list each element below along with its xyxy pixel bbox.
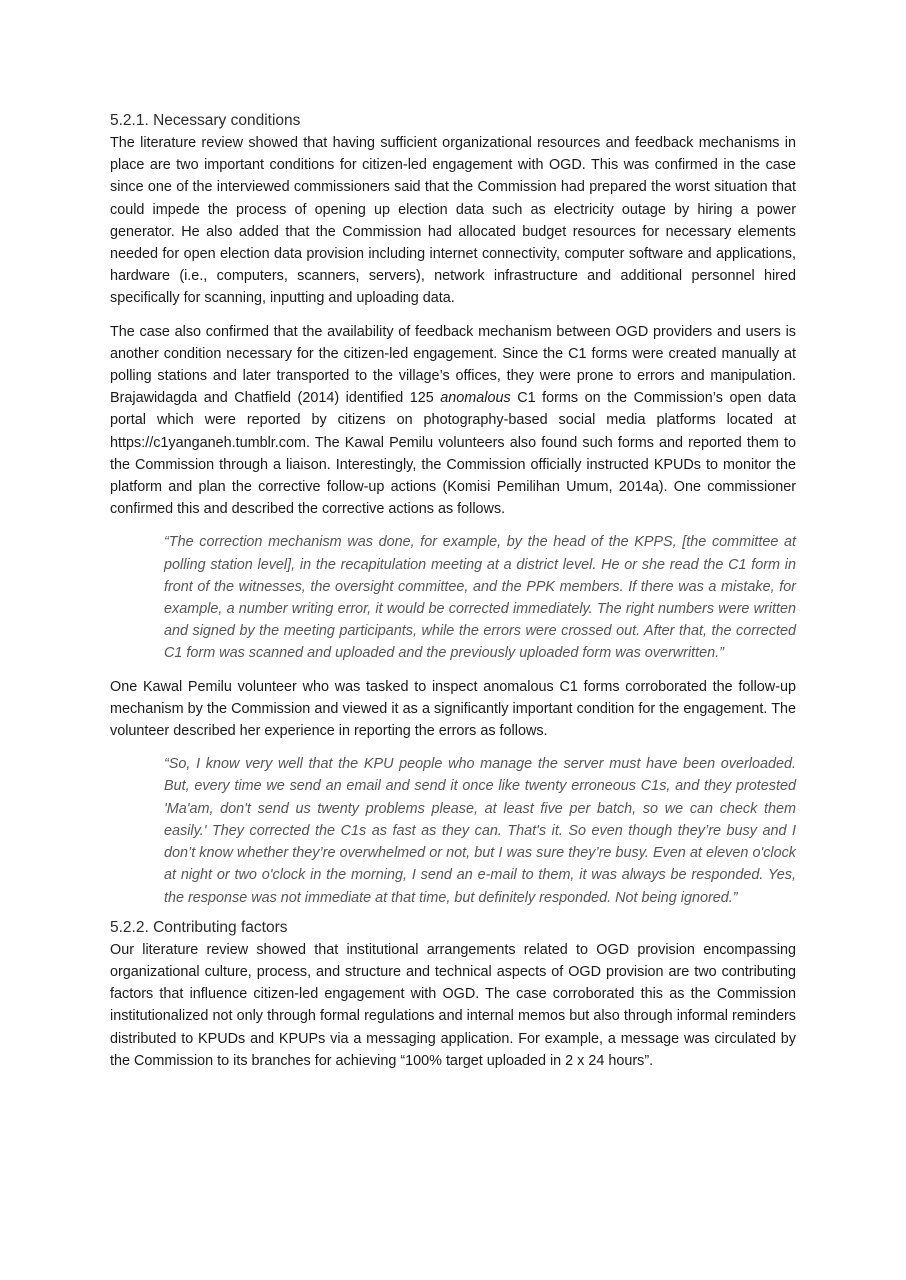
paragraph-institutional-arrangements: Our literature review showed that institutional arrangements related to OGD provision encompassing organizational culture, process, and structure and technical aspects of OGD provision are two contributing factors that influence citizen-led engagement with OGD. The case corroborated this as the Commission institutionalized not only through formal regulations and internal memos but also through informal reminders distributed to KPUDs and KPUPs via a messaging application. For example, a message was circulated by the Commission to its branches for achieving “100% target uploaded in 2 x 24 hours”. (110, 941, 796, 1069)
emphasis-anomalous: anomalous (440, 390, 511, 407)
paragraph-feedback-mechanism (110, 321, 796, 521)
quote-volunteer: “So, I know very well that the KPU people who manage the server must have been overloaded. But, every time we send an email and send it once like twenty erroneous C1s, and they protested 'Ma'am, don't send us twenty problems please, at least five per batch, so we can check them easily.' They corrected the C1s as fast as they can. That's it. So even though they’re busy and I don’t know whether they’re overwhelmed or not, but I was sure they’re busy. Even at eleven o'clock at night or two o'clock in the morning, I send an e-mail to them, it was always be responded. Yes, the response was not immediate at that time, but definitely responded. Not being ignored.” (164, 756, 796, 906)
page-content (110, 110, 796, 1072)
paragraph-text: The case also confirmed that the availability of feedback mechanism between OGD providers and users is another condition necessary for the citizen-led engagement. Since the C1 forms were created manually at polling stations and later transported to the village’s offices, they were prone to errors and manipulation. Brajawidagda and Chatfield (2014) identified 125 (110, 323, 796, 407)
section-heading-necessary-conditions: 5.2.1. Necessary conditions (110, 112, 301, 129)
paragraph-organizational-resources: The literature review showed that having sufficient organizational resources and feedback mechanisms in place are two important conditions for citizen-led engagement with OGD. This was confirmed in the case since one of the interviewed commissioners said that the Commission had prepared the worst situation that could impede the process of opening up election data such as electricity outage by hiring a power generator. He also added that the Commission had allocated budget resources for necessary elements needed for open election data provision including internet connectivity, computer software and applications, hardware (i.e., computers, scanners, servers), network infrastructure and additional personnel hired specifically for scanning, inputting and uploading data. (110, 135, 796, 307)
paragraph-volunteer-corroboration: One Kawal Pemilu volunteer who was tasked to inspect anomalous C1 forms corroborated the follow-up mechanism by the Commission and viewed it as a significantly important condition for the engagement. The volunteer described her experience in reporting the errors as follows. (110, 678, 796, 740)
section-heading-contributing-factors: 5.2.2. Contributing factors (110, 918, 288, 936)
paragraph-text: C1 forms on the Commission’s open data portal which were reported by citizens on photography-based social media platforms located at https://c1yanganeh.tumblr.com. The Kawal Pemilu volunteers also found such forms and reported them to the Commission through a liaison. Interestingly, the Commission officially instructed KPUDs to monitor the platform and plan the corrective follow-up actions (Komisi Pemilihan Umum, 2014a). One commissioner confirmed this and described the corrective actions as follows. (110, 390, 796, 518)
quote-commissioner: “The correction mechanism was done, for example, by the head of the KPPS, [the committee at polling station level], in the recapitulation meeting at a district level. He or she read the C1 form in front of the witnesses, the oversight committee, and the PPK members. If there was a mistake, for example, a number writing error, it would be corrected immediately. The right numbers were written and signed by the meeting participants, while the errors were crossed out. After that, the corrected C1 form was scanned and uploaded and the previously uploaded form was overwritten.” (164, 534, 796, 662)
